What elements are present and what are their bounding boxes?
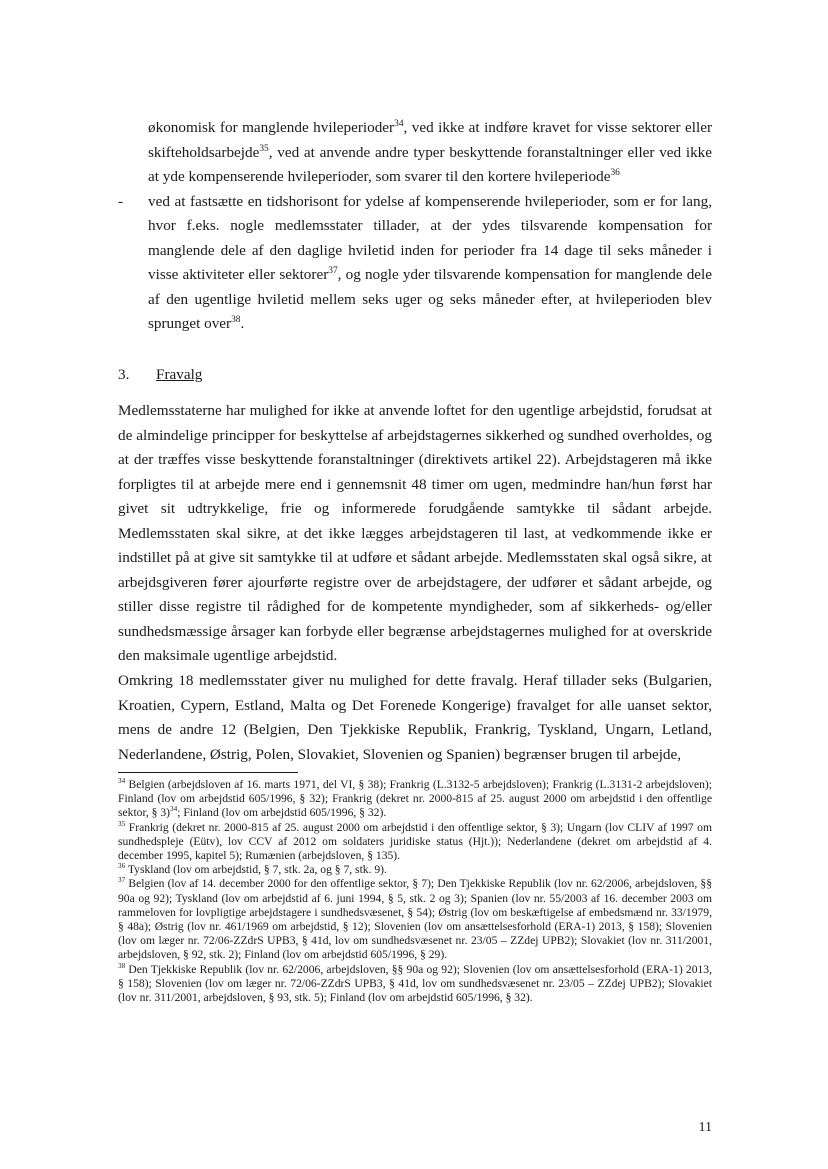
footnote-text: Den Tjekkiske Republik (lov nr. 62/2006, arbejdsloven, §§ 90a og 92); Slovenien (lov om ansættelsesforhold (ERA-1) 2013, § 158); Slovenien (lov om læger nr. 72/06-ZZdrS UPB3, § 41d, lov om sundhedsvæsenet nr. 23/05 – ZZdej UPB2); Slovakiet (lov nr. 311/2001, arbejdsloven, § 93, stk. 5); Finland (lov om arbejdstid 605/1996, § 32). — [118, 962, 712, 1005]
footnote-number: 34 — [118, 777, 126, 786]
list-dash-marker: - — [118, 192, 124, 210]
footnote-text: Tyskland (lov om arbejdstid, § 7, stk. 2a, og § 7, stk. 9). — [125, 863, 387, 877]
list-item-text: ved at fastsætte en tidshorisont for ydelse af kompenserende hvileperioder, som er for lang, hvor f.eks. nogle medlemsstater tillader, at der ydes tilsvarende kompensation for manglende dele af den daglige hviletid inden for perioder fra 14 dage til seks måneder i visse aktiviteter eller sektorer — [148, 192, 712, 283]
footnote-ref-34[interactable]: 34 — [394, 118, 404, 129]
footnote-36 — [118, 863, 712, 877]
list-item-continuation — [118, 116, 712, 190]
footnote-ref-36[interactable]: 36 — [610, 167, 620, 178]
section-heading — [118, 366, 202, 384]
footnote-divider — [118, 772, 298, 773]
footnote-37 — [118, 877, 712, 962]
list-item-text: økonomisk for manglende hvileperioder — [148, 119, 395, 136]
list-item-text: , ved ikke at indføre kravet for visse sektorer eller skifteholdsarbejde — [148, 119, 712, 161]
footnote-inline-ref: 34 — [170, 805, 178, 814]
footnote-text: Belgien (lov af 14. december 2000 for den offentlige sektor, § 7); Den Tjekkiske Republik (lov nr. 62/2006, arbejdsloven, §§ 90a og 92); Tyskland (lov om arbejdstid af 6. juni 1994, § 5, stk. 2 og 3); Spanien (lov nr. 55/2003 af 16. december 2003 om rammeloven for lovpligtige arbejdstagere i sundhedsvæsenet, § 54); Østrig (lov om beskæftigelse af embedsmænd nr. 33/1979, § 48a); Østrig (lov nr. 461/1969 om arbejdstid, § 12); Slovenien (lov om ansættelsesforhold (ERA-1) 2013, § 158); Slovenien (lov om læger nr. 72/06-ZZdrS UPB3, § 41d, lov om sundhedsvæsenet nr. 23/05 – ZZdej UPB2); Slovakiet (lov nr. 311/2001, arbejdsloven, § 92, stk. 2); Finland (lov om arbejdstid 605/1996, § 29). — [118, 877, 712, 962]
footnote-ref-38[interactable]: 38 — [231, 314, 241, 325]
footnote-text: ; Finland (lov om arbejdstid 605/1996, § 32). — [177, 806, 387, 820]
footnote-number: 37 — [118, 876, 126, 885]
footnote-38 — [118, 963, 712, 1006]
footnote-ref-35[interactable]: 35 — [259, 143, 269, 154]
list-item-text: , ved at anvende andre typer beskyttende foranstaltninger eller ved ikke at yde kompenserende hvileperioder, som svarer til den kortere hvileperiode — [148, 143, 712, 185]
list-item-text: , og nogle yder tilsvarende kompensation for manglende dele af den ugentlige hviletid mellem seks uger og seks måneder efter, at hvileperioden blev sprunget over — [148, 266, 712, 332]
bullet-list — [118, 116, 712, 337]
paragraph-opt-out-rules: Medlemsstaterne har mulighed for ikke at anvende loftet for den ugentlige arbejdstid, forudsat at de almindelige principper for beskyttelse af arbejdstagernes sikkerhed og sundhed overholdes, og at der træffes visse beskyttende foranstaltninger (direktivets artikel 22). Arbejdstageren må ikke forpligtes til at arbejde mere end i gennemsnit 48 timer om ugen, medmindre han/hun først har givet sit udtrykkelige, frie og informerede forudgående samtykke til sådant arbejde. Medlemsstaten skal sikre, at det ikke lægges arbejdstageren til last, at vedkommende ikke er indstillet på at give sit samtykke til at udføre et sådant arbejde. Medlemsstaten skal også sikre, at arbejdsgiveren fører ajourførte registre over de arbejdstagere, der udfører et sådant arbejde, og stiller disse registre til rådighed for de kompetente myndigheder, som af sikkerheds- og/eller sundhedsmæssige årsager kan forbyde eller begrænse arbejdstagernes mulighed for at overskride den maksimale ugentlige arbejdstid. — [118, 402, 712, 664]
section-title: Fravalg — [156, 366, 203, 383]
footnote-text: Frankrig (dekret nr. 2000-815 af 25. august 2000 om arbejdstid i den offentlige sektor, § 3); Ungarn (lov CLIV af 1997 om sundhedspleje (Eütv), lov CCV af 2012 om soldaters juridiske status (Hjt.)); Nederlandene (dekret om arbejdstid af 4. december 1995, kapitel 5); Rumænien (arbejdsloven, § 135). — [118, 820, 712, 863]
footnote-34 — [118, 778, 712, 821]
list-item-timeframe — [118, 190, 712, 337]
paragraph-member-states: Omkring 18 medlemsstater giver nu mulighed for dette fravalg. Heraf tillader seks (Bulgarien, Kroatien, Cypern, Estland, Malta og Det Forenede Kongerige) fravalget for alle uanset sektor, mens de andre 12 (Belgien, Den Tjekkiske Republik, Frankrig, Tyskland, Ungarn, Letland, Nederlandene, Østrig, Polen, Slovakiet, Slovenien og Spanien) begrænser brugen til arbejde, — [118, 672, 712, 763]
footnotes — [118, 778, 712, 1005]
footnote-text: Belgien (arbejdsloven af 16. marts 1971, del VI, § 38); Frankrig (L.3132-5 arbejdsloven); Frankrig (L.3131-2 arbejdsloven); Finland (lov om arbejdstid 605/1996, § 32); Frankrig (dekret nr. 2000-815 af 25. august 2000 om arbejdstid i den offentlige sektor, § 3) — [118, 778, 712, 820]
footnote-35 — [118, 821, 712, 864]
footnote-number: 38 — [118, 961, 126, 970]
list-item-text: . — [240, 315, 245, 332]
footnote-number: 36 — [118, 862, 126, 871]
page-number: 11 — [698, 1120, 712, 1135]
footnote-number: 35 — [118, 819, 126, 828]
section-number: 3. — [118, 366, 130, 383]
footnote-ref-37[interactable]: 37 — [328, 265, 338, 276]
